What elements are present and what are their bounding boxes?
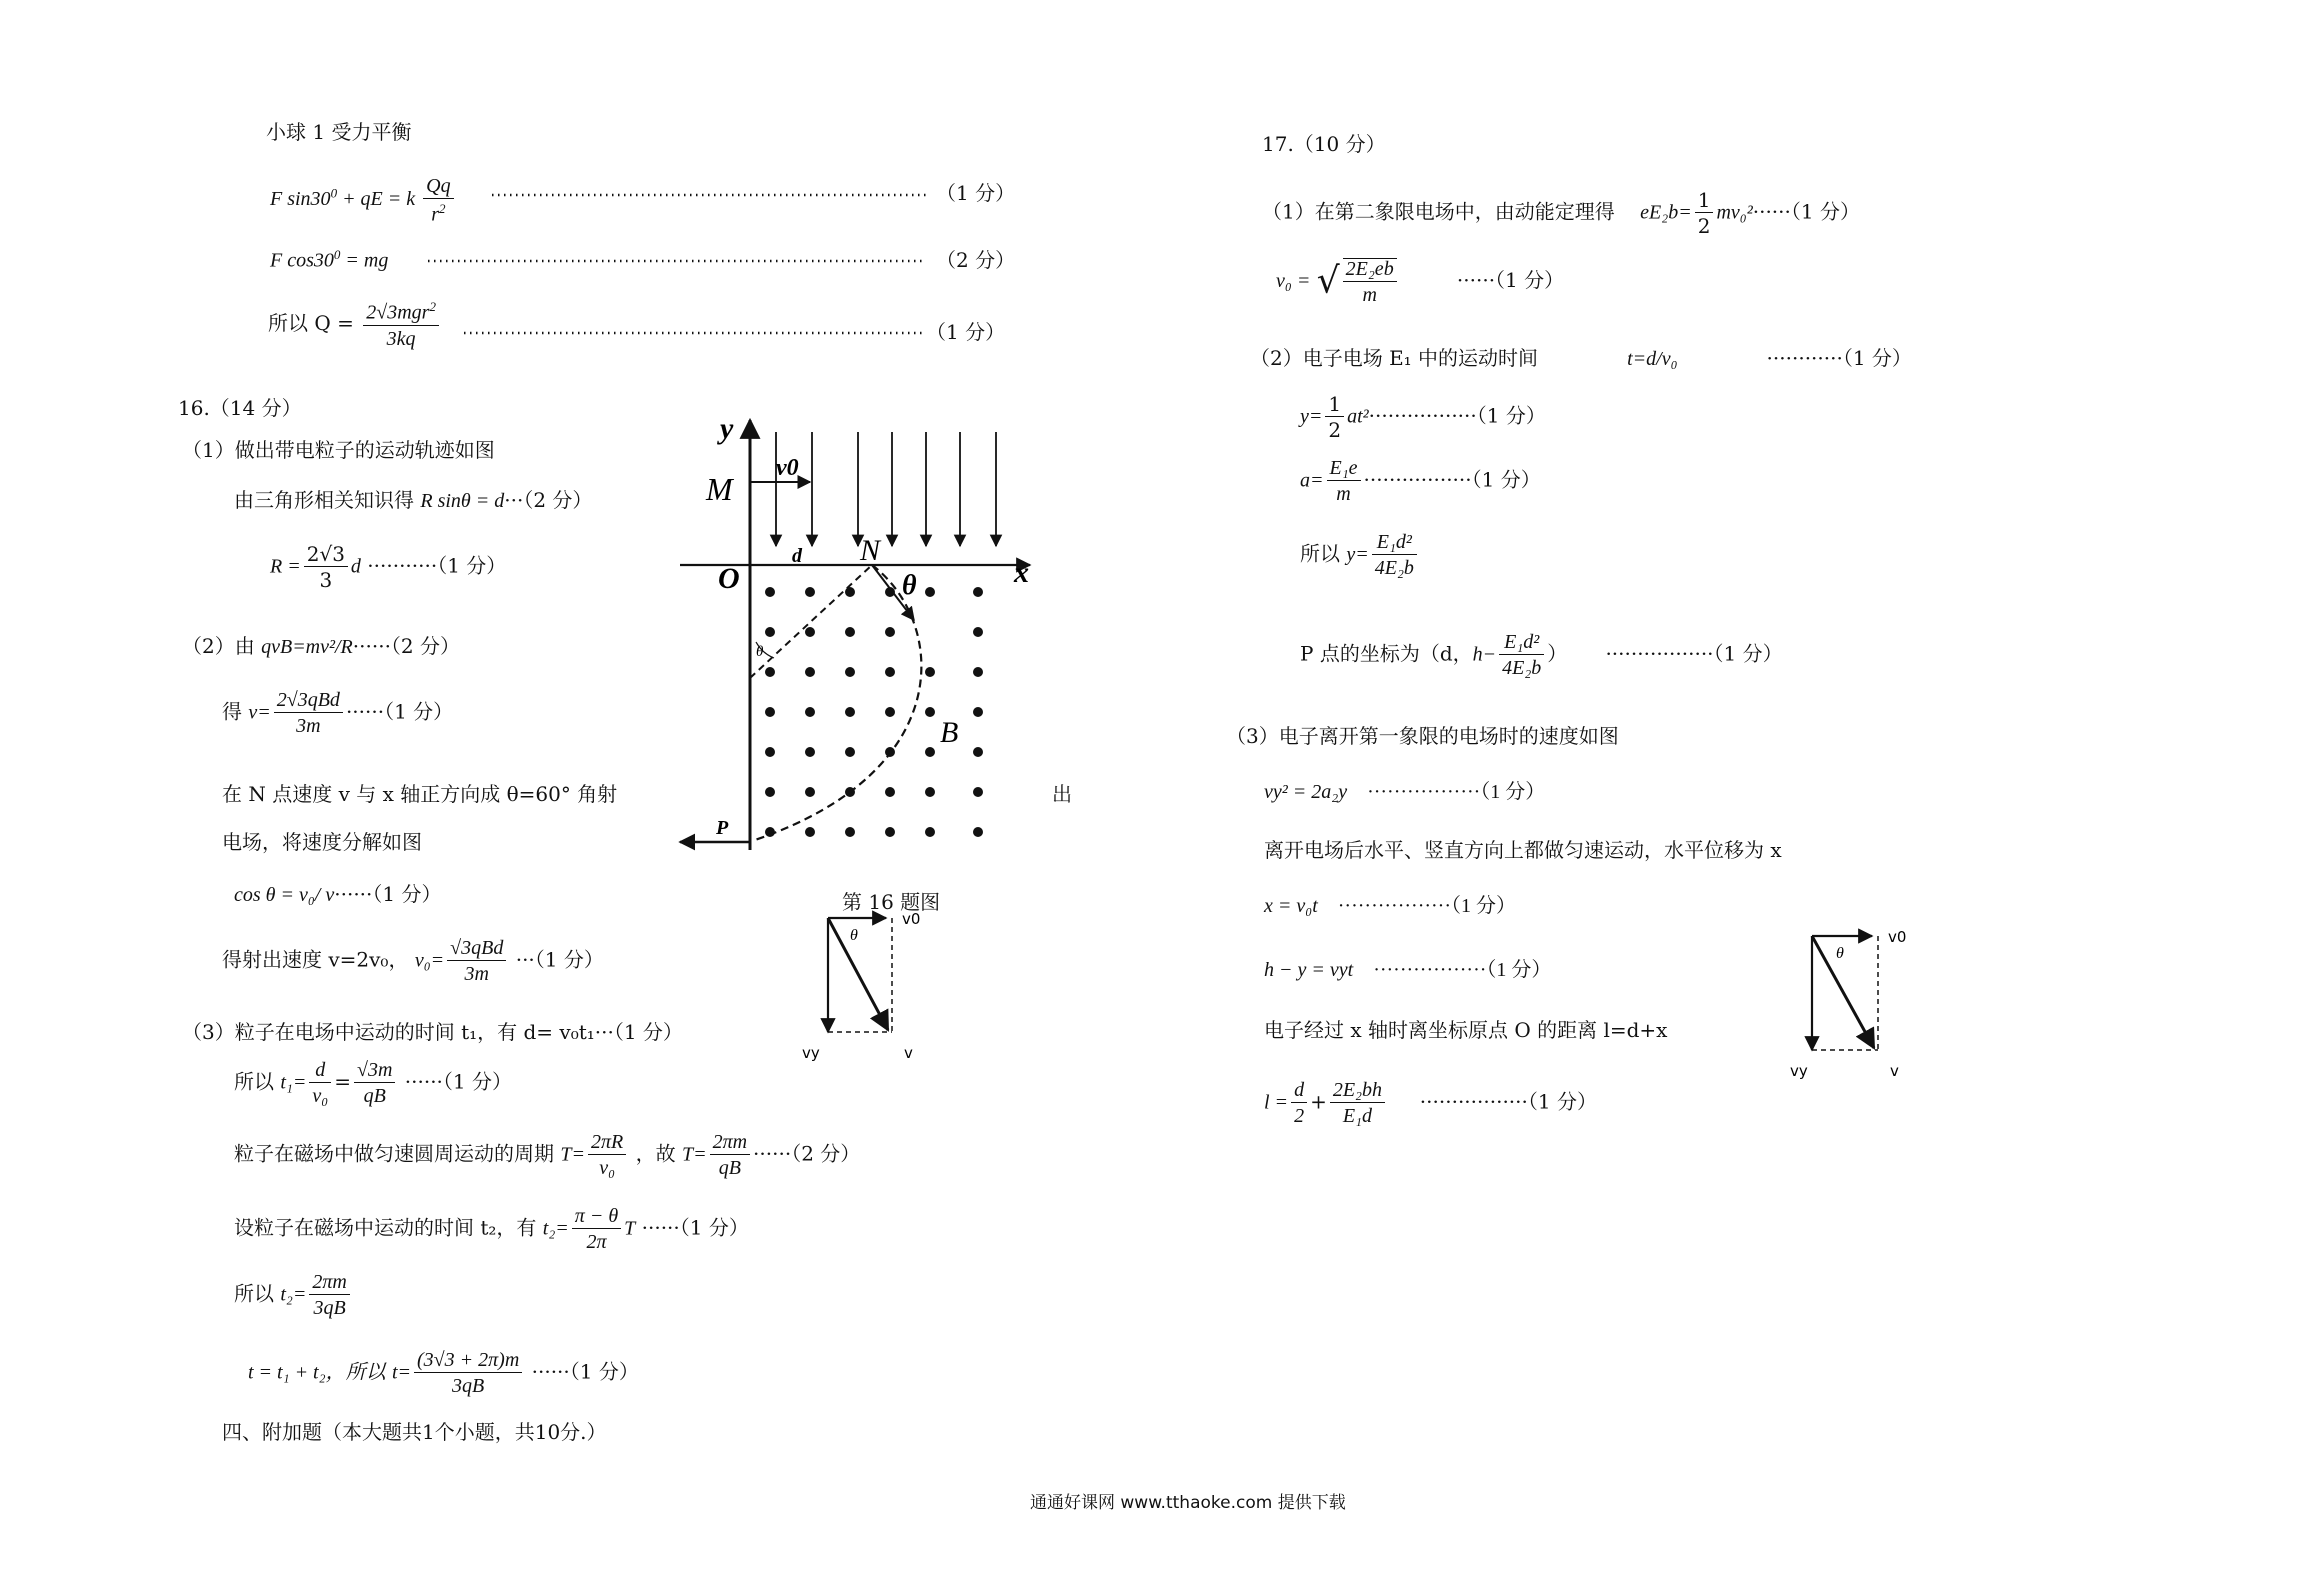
- q17-part2-y: y= $\frac{1}{2}$ at²·················（1 分）: [1300, 392, 1546, 442]
- q16-part2-line-e: 得射出速度 v=2v₀， v₀= $\frac{\text{√3qBd}}{3m}$ ···（1 分）: [222, 937, 604, 985]
- d-label: d: [792, 545, 802, 567]
- v-label: v: [1890, 1062, 1899, 1080]
- score-eq1: （1 分）: [936, 181, 1016, 205]
- q17-part1: （1）在第二象限电场中，由动能定理得 eE₂b= $\frac{1}{2}$ mv₀²······（1 分）: [1262, 188, 1860, 238]
- q16-part3-line-c: 设粒子在磁场中运动的时间 t₂，有 t₂= $\frac{\pi - \theta}{2\pi}$ T ······（1 分）: [234, 1205, 749, 1253]
- q17-part3-vy: vy² = 2a₂y ·················（1 分）: [1264, 781, 1546, 803]
- q16-part2-line-d: cos θ = v₀/ v······（1 分）: [234, 882, 442, 906]
- q16-part2-line-b-tail: 出: [1052, 782, 1072, 806]
- q17-part3-distance: 电子经过 x 轴时离坐标原点 O 的距离 l=d+x: [1264, 1018, 1668, 1042]
- velocity-decomposition-left: [800, 900, 940, 1070]
- b-field-label: B: [940, 716, 959, 749]
- vy-label: vy: [802, 1044, 820, 1062]
- vy-label: vy: [1790, 1062, 1808, 1080]
- q16-part1-line-a: 由三角形相关知识得 R sinθ = d···（2 分）: [234, 488, 593, 512]
- q17-part2-a: a= $\frac{\text{E₁e}}{m}$ ·················（1 分）: [1300, 457, 1541, 505]
- q16-part2-line-b: 在 N 点速度 v 与 x 轴正方向成 θ=60° 角射: [222, 782, 618, 806]
- q16-part3-line-a: 所以 t₁= $\frac{d}{\text{v₀}}$ = $\frac{√3m}{qB}$ ······（1 分）: [234, 1059, 512, 1107]
- origin-label: O: [718, 562, 740, 595]
- q17-part3-l: l = $\frac{d}{2}$ + $\frac{\text{2E₂bh}}{\text{E₁d}}$ ·················（1 分）: [1264, 1079, 1597, 1127]
- q17-part3: （3）电子离开第一象限的电场时的速度如图: [1226, 724, 1619, 748]
- q17-heading: 17.（10 分）: [1262, 132, 1386, 156]
- q17-part1-v0: v₀ = √ $\frac{\text{2E₂eb}}{m}$ ······（1 分）: [1276, 258, 1565, 306]
- q17-part2-y-result: 所以 y= $\frac{\text{E₁d²}}{\text{4E₂b}}$: [1300, 532, 1420, 578]
- q17-part3-x: x = v₀t ·················（1 分）: [1264, 895, 1516, 917]
- q17-part2-p-coord: P 点的坐标为（d，h− $\frac{\text{E₁d²}}{\text{4E₂b}}$ ） ·················（1 分）: [1300, 631, 1783, 679]
- point-n-label: N: [860, 534, 881, 567]
- q16-part3-line-b: 粒子在磁场中做匀速圆周运动的周期 T= $\frac{2\pi R}{\text{v₀}}$ ，故 T= $\frac{2\pi m}{qB}$ ······（2 分）: [234, 1131, 861, 1179]
- q16-part2-line-c: 电场，将速度分解如图: [222, 830, 422, 854]
- v0-label: v0: [1888, 928, 1907, 946]
- point-m-label: M: [706, 471, 733, 507]
- theta-label: θ: [902, 570, 917, 601]
- v0-label: v0: [776, 455, 799, 481]
- q16-part3-line-d: 所以 t₂= $\frac{2\pi m}{3qB}$: [234, 1272, 353, 1318]
- point-p-label: P: [716, 817, 729, 839]
- v-label: v: [904, 1044, 913, 1062]
- line-ball-balance: 小球 1 受力平衡: [266, 120, 412, 144]
- q16-part3-line-e: t = t₁ + t₂，所以 t= $\frac{(3√3 + 2\pi)m}{3qB}$ ······（1 分）: [248, 1349, 639, 1397]
- q16-heading: 16.（14 分）: [178, 396, 302, 420]
- equation-1: F $\sin 30^0$ + qE = k $\frac{Qq}{r^2}$: [270, 176, 457, 225]
- figure-16-caption: 第 16 题图: [842, 890, 941, 914]
- v0-label: v0: [902, 910, 921, 928]
- q16-part1-line-b: R = $\frac{2√3}{3}$ d ···········（1 分）: [270, 542, 507, 592]
- q17-part3-h-y: h − y = vyt ·················（1 分）: [1264, 959, 1552, 981]
- equation-3: 所以 Q = $\frac{2√3mgr^2}{3kq}$: [268, 300, 442, 349]
- theta-small-label: θ: [756, 644, 764, 660]
- equation-2: F $\cos 30^0$ = mg: [270, 247, 389, 272]
- q16-part2-line-a: 得 v= $\frac{\text{2√3qBd}}{3m}$ ······（1 分）: [222, 689, 454, 737]
- y-axis-label: y: [720, 412, 734, 445]
- section-4-heading: 四、附加题（本大题共1个小题，共10分.）: [222, 1420, 607, 1444]
- theta-label: θ: [1836, 945, 1844, 962]
- q16-part3: （3）粒子在电场中运动的时间 t₁，有 d= v₀t₁···（1 分）: [182, 1020, 683, 1044]
- score-eq3: （1 分）: [926, 320, 1006, 344]
- footer-source: 通通好课网 www.tthaoke.com 提供下载: [1030, 1493, 1346, 1513]
- q17-part3-motion: 离开电场后水平、竖直方向上都做匀速运动，水平位移为 x: [1264, 838, 1782, 862]
- figure-16: [660, 410, 1060, 914]
- velocity-decomposition-right: [1790, 920, 1930, 1090]
- q16-part2: （2）由 qvB=mv²/R······（2 分）: [182, 634, 461, 658]
- theta-label: θ: [850, 927, 858, 944]
- x-axis-label: x: [1014, 556, 1029, 589]
- q17-part2: （2）电子电场 E₁ 中的运动时间 t=d/v₀ ············（1 分）: [1250, 346, 1912, 370]
- q16-part1: （1）做出带电粒子的运动轨迹如图: [182, 438, 495, 462]
- score-eq2: （2 分）: [936, 248, 1016, 272]
